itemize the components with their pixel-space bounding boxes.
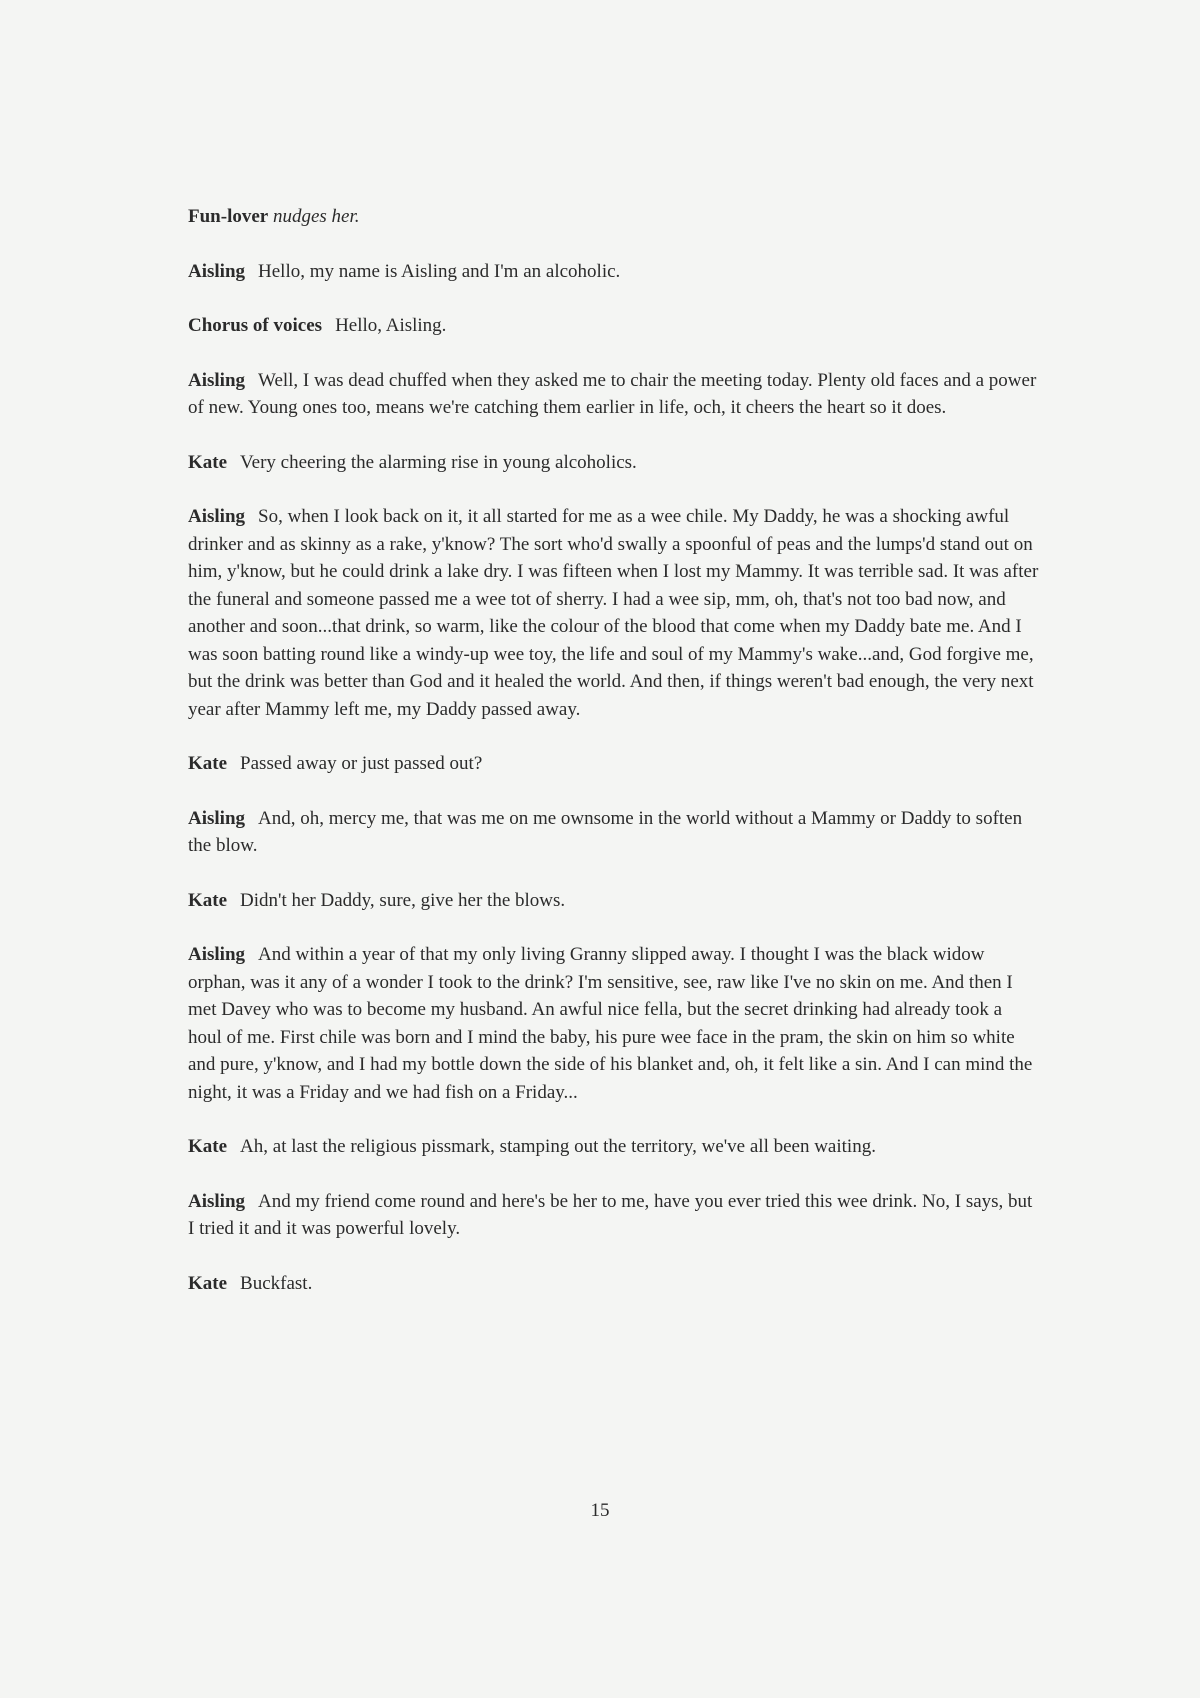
dialogue-text: And my friend come round and here's be her to me, have you ever tried this wee drink. No, I says, but I tried it and it was powerful lovely. [188,1190,1033,1239]
dialogue-text: Hello, my name is Aisling and I'm an alcoholic. [258,260,621,282]
speaker-name: Kate [188,1272,228,1294]
speaker-name: Kate [188,451,228,473]
dialogue-text: So, when I look back on it, it all started for me as a wee chile. My Daddy, he was a shocking awful drinker and as skinny as a rake, y'know? The sort who'd swally a spoonful of peas and the lumps'd stand out on him, y'know, but he could drink a lake dry. I was fifteen when I lost my Mammy. It was terrible sad. It was after the funeral and someone passed me a wee tot of sherry. I had a wee sip, mm, oh, that's not too bad now, and another and soon...that drink, so warm, like the colour of the blood that come when my Daddy bate me. And I was soon batting round like a windy-up wee toy, the life and soul of my Mammy's wake...and, God forgive me, but the drink was better than God and it healed the world. And then, if things weren't bad enough, the very next year after Mammy left me, my Daddy passed away. [188,506,1039,720]
dialogue-line [188,750,1040,778]
dialogue-text: Well, I was dead chuffed when they asked me to chair the meeting today. Plenty old faces and a power of new. Young ones too, means we're catching them earlier in life, och, it cheers the heart so it does. [188,369,1037,418]
speaker-name: Aisling [188,807,246,829]
dialogue-line [188,449,1040,477]
dialogue-line [188,1133,1040,1161]
dialogue-line [188,367,1040,422]
speaker-name: Aisling [188,260,246,282]
speaker-name: Kate [188,1136,228,1157]
dialogue-line [188,941,1040,1106]
dialogue-text: And within a year of that my only living Granny slipped away. I thought I was the black widow orphan, was it any of a wonder I took to the drink? I'm sensitive, see, raw like I've no skin on me. And then I met Davey who was to become my husband. An awful nice fella, but the secret drinking had already took a houl of me. First chile was born and I mind the baby, his pure wee face in the pram, the skin on him so white and pure, y'know, and I had my bottle down the side of his blanket and, oh, it felt like a sin. And I can mind the night, it was a Friday and we had fish on a Friday... [188,944,1033,1103]
dialogue-text: Very cheering the alarming rise in young alcoholics. [240,451,637,473]
speaker-name: Chorus of voices [188,315,323,336]
speaker-name: Aisling [188,1190,246,1212]
dialogue-line [188,1188,1040,1243]
dialogue-text: And, oh, mercy me, that was me on me ownsome in the world without a Mammy or Daddy to soften the blow. [188,807,1023,856]
dialogue-line [188,805,1040,860]
dialogue-line [188,1270,1040,1298]
speaker-name: Aisling [188,369,246,391]
dialogue-text: Ah, at last the religious pissmark, stamping out the territory, we've all been waiting. [240,1136,876,1157]
speaker-name: Aisling [188,506,246,527]
dialogue-line [188,503,1040,723]
dialogue-text: Hello, Aisling. [335,315,447,336]
speaker-name: Kate [188,889,228,911]
dialogue-text: Buckfast. [240,1272,313,1294]
script-body [188,203,1040,1324]
dialogue-text: Didn't her Daddy, sure, give her the blows. [240,889,566,911]
speaker-name: Aisling [188,944,246,965]
dialogue-line [188,312,1040,340]
stage-direction-text: nudges her. [272,206,360,227]
speaker-name: Fun-lover [188,206,269,227]
dialogue-line [188,887,1040,915]
dialogue-text: Passed away or just passed out? [240,753,483,774]
page-number: 15 [590,1500,610,1521]
dialogue-line [188,258,1040,286]
stage-direction [188,203,1040,231]
speaker-name: Kate [188,753,228,774]
